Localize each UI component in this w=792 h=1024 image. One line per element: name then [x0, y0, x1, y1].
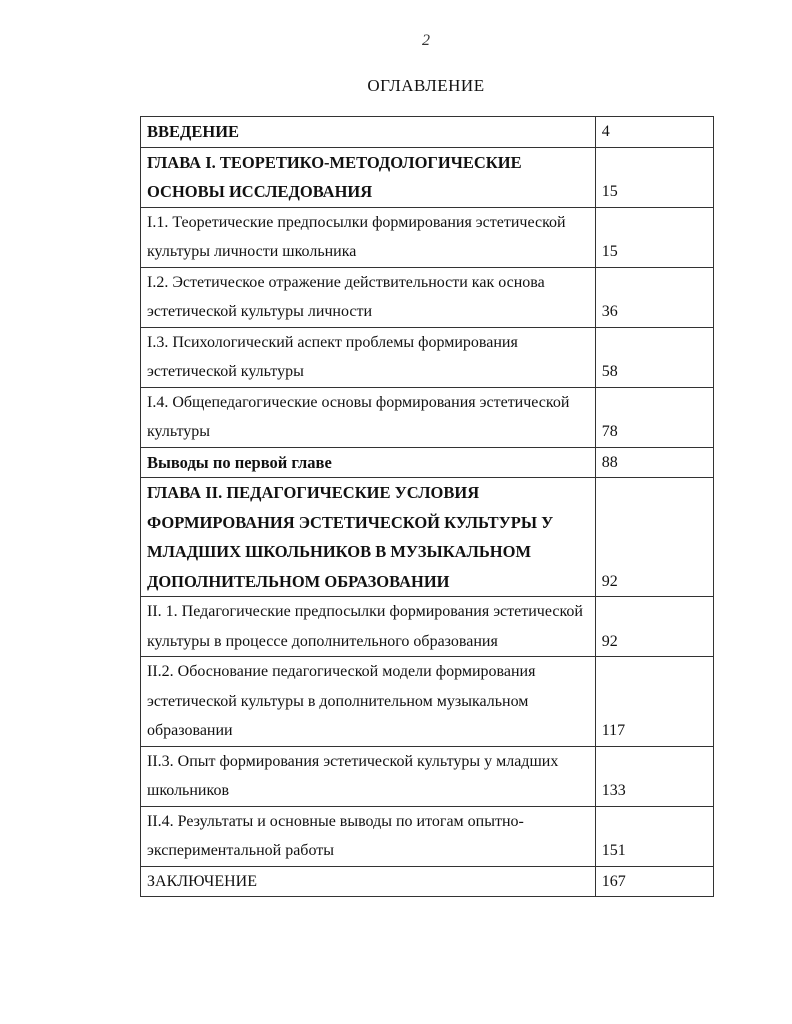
- toc-row: [141, 267, 714, 327]
- toc-entry-title: I.1. Теоретические предпосылки формирования эстетической культуры личности школьника: [141, 207, 596, 267]
- toc-entry-title: I.2. Эстетическое отражение действительности как основа эстетической культуры личности: [141, 267, 596, 327]
- toc-entry-page: 36: [595, 267, 713, 327]
- toc-entry-page: 4: [595, 117, 713, 148]
- toc-entry-page: 78: [595, 387, 713, 447]
- toc-row: [141, 387, 714, 447]
- toc-entry-title: II.4. Результаты и основные выводы по итогам опытно-экспериментальной работы: [141, 806, 596, 866]
- toc-entry-title: II.2. Обоснование педагогической модели формирования эстетической культуры в дополнительном музыкальном образовании: [141, 657, 596, 747]
- toc-entry-page: 167: [595, 866, 713, 897]
- toc-row: [141, 478, 714, 597]
- toc-title: ОГЛАВЛЕНИЕ: [367, 76, 485, 95]
- toc-entry-title: Выводы по первой главе: [141, 447, 596, 478]
- toc-entry-title: ГЛАВА I. ТЕОРЕТИКО-МЕТОДОЛОГИЧЕСКИЕ ОСНОВЫ ИССЛЕДОВАНИЯ: [141, 147, 596, 207]
- toc-entry-page: 88: [595, 447, 713, 478]
- toc-entry-title: II. 1. Педагогические предпосылки формирования эстетической культуры в процессе дополнительного образования: [141, 597, 596, 657]
- toc-row: [141, 147, 714, 207]
- toc-entry-page: 117: [595, 657, 713, 747]
- toc-entry-page: 58: [595, 327, 713, 387]
- toc-row: [141, 806, 714, 866]
- toc-entry-title: II.3. Опыт формирования эстетической культуры у младших школьников: [141, 746, 596, 806]
- toc-entry-page: 151: [595, 806, 713, 866]
- toc-entry-page: 92: [595, 478, 713, 597]
- toc-row: [141, 447, 714, 478]
- toc-row: [141, 746, 714, 806]
- toc-entry-page: 15: [595, 147, 713, 207]
- toc-entry-page: 92: [595, 597, 713, 657]
- page-number: 2: [422, 32, 430, 49]
- toc-entry-title: ГЛАВА II. ПЕДАГОГИЧЕСКИЕ УСЛОВИЯ ФОРМИРОВАНИЯ ЭСТЕТИЧЕСКОЙ КУЛЬТУРЫ У МЛАДШИХ ШКОЛЬНИКОВ В МУЗЫКАЛЬНОМ ДОПОЛНИТЕЛЬНОМ ОБРАЗОВАНИИ: [141, 478, 596, 597]
- toc-entry-title: ВВЕДЕНИЕ: [141, 117, 596, 148]
- toc-row: [141, 207, 714, 267]
- toc-entry-page: 133: [595, 746, 713, 806]
- toc-row: [141, 597, 714, 657]
- toc-entry-title: I.3. Психологический аспект проблемы формирования эстетической культуры: [141, 327, 596, 387]
- toc-entry-page: 15: [595, 207, 713, 267]
- toc-row: [141, 866, 714, 897]
- toc-row: [141, 117, 714, 148]
- toc-row: [141, 327, 714, 387]
- toc-entry-title: I.4. Общепедагогические основы формирования эстетической культуры: [141, 387, 596, 447]
- toc-entry-title: ЗАКЛЮЧЕНИЕ: [141, 866, 596, 897]
- toc-row: [141, 657, 714, 747]
- toc-table: [140, 116, 714, 897]
